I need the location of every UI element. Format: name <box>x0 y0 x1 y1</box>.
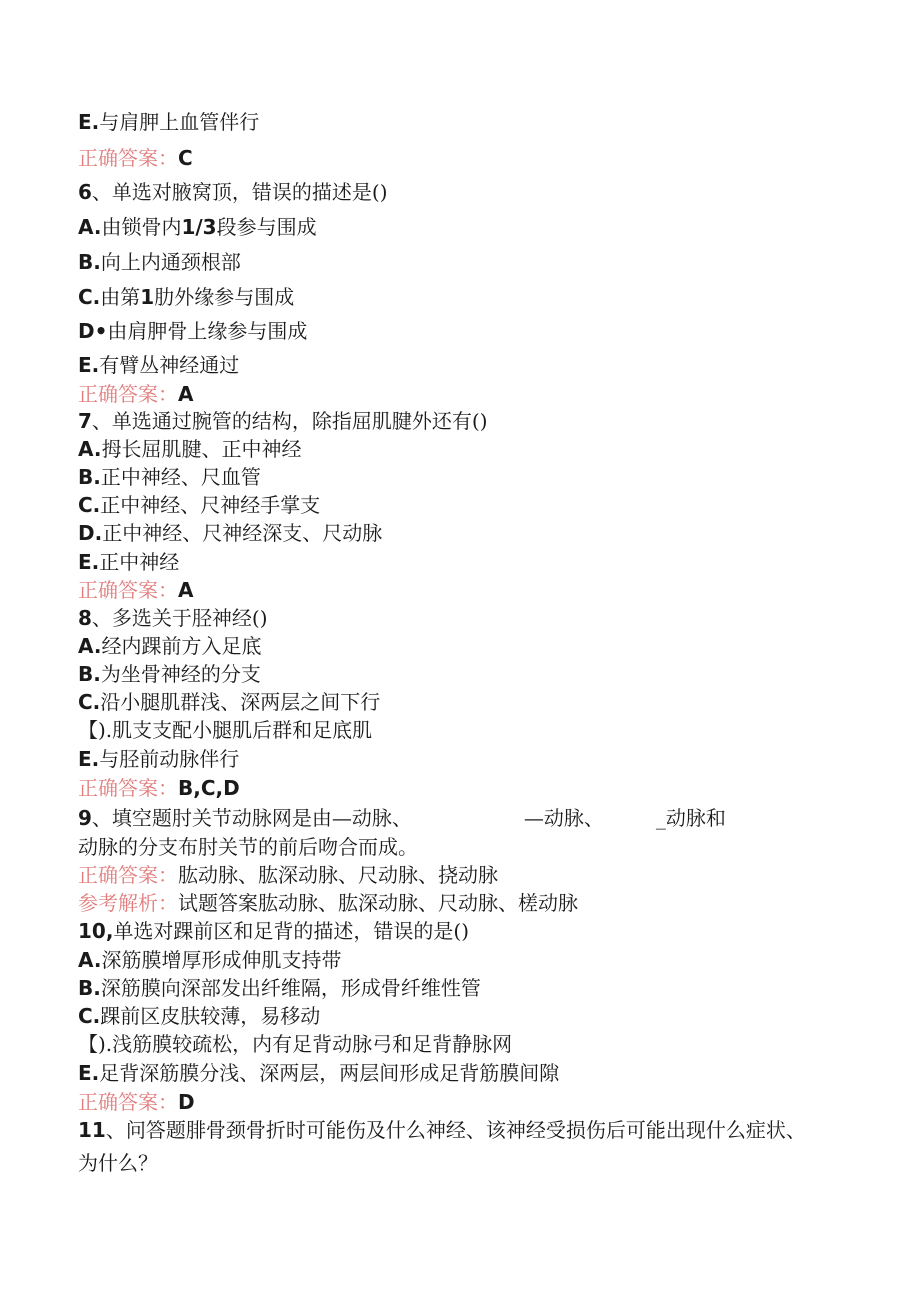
option-e: E.与胫前动脉伴行 <box>78 747 240 771</box>
question-11: 11、问答题腓骨颈骨折时可能伤及什么神经、该神经受损伤后可能出现什么症状、 <box>78 1118 806 1142</box>
option-e: E.有臂丛神经通过 <box>78 353 240 377</box>
option-d: 【).肌支支配小腿肌后群和足底肌 <box>78 718 373 742</box>
option-d: D•由肩胛骨上缘参与围成 <box>78 319 308 343</box>
option-b: B.为坐骨神经的分支 <box>78 662 261 686</box>
option-b: B.正中神经、尺血管 <box>78 465 261 489</box>
option-a: A.经内踝前方入足底 <box>78 634 262 658</box>
correct-answer: 正确答案：D <box>78 1090 195 1114</box>
option-d: 【).浅筋膜较疏松，内有足背动脉弓和足背静脉网 <box>78 1032 513 1056</box>
option-b: B.向上内通颈根部 <box>78 250 241 274</box>
option-c: C.沿小腿肌群浅、深两层之间下行 <box>78 690 381 714</box>
question-6: 6、单选对腋窝顶，错误的描述是() <box>78 180 388 204</box>
option-e: E.正中神经 <box>78 550 180 574</box>
option-e: E.与肩胛上血管伴行 <box>78 110 260 134</box>
reference-analysis: 参考解析：试题答案肱动脉、肱深动脉、尺动脉、槎动脉 <box>78 891 578 915</box>
question-10: 10,单选对踝前区和足背的描述，错误的是() <box>78 919 470 943</box>
correct-answer: 正确答案：A <box>78 382 194 406</box>
question-7: 7、单选通过腕管的结构，除指屈肌腱外还有() <box>78 409 488 433</box>
option-b: B.深筋膜向深部发出纤维隔，形成骨纤维性管 <box>78 976 481 1000</box>
question-11-cont: 为什么？ <box>78 1151 158 1175</box>
option-c: C.正中神经、尺神经手掌支 <box>78 493 321 517</box>
option-c: C.由第1肋外缘参与围成 <box>78 285 295 309</box>
correct-answer: 正确答案：C <box>78 146 193 170</box>
option-e: E.足背深筋膜分浅、深两层，两层间形成足背筋膜间隙 <box>78 1061 560 1085</box>
option-d: D.正中神经、尺神经深支、尺动脉 <box>78 521 383 545</box>
option-c: C.踝前区皮肤较薄，易移动 <box>78 1004 321 1028</box>
correct-answer: 正确答案：A <box>78 578 194 602</box>
option-a: A.由锁骨内1/3段参与围成 <box>78 215 317 239</box>
option-a: A.深筋膜增厚形成伸肌支持带 <box>78 948 342 972</box>
question-9: 9、填空题肘关节动脉网是由—动脉、 —动脉、 _动脉和 <box>78 806 726 830</box>
question-9-cont: 动脉的分支布肘关节的前后吻合而成。 <box>78 835 418 859</box>
correct-answer: 正确答案：肱动脉、肱深动脉、尺动脉、挠动脉 <box>78 863 498 887</box>
question-8: 8、多选关于胫神经() <box>78 606 268 630</box>
option-a: A.拇长屈肌腱、正中神经 <box>78 437 302 461</box>
correct-answer: 正确答案：B,C,D <box>78 776 240 800</box>
